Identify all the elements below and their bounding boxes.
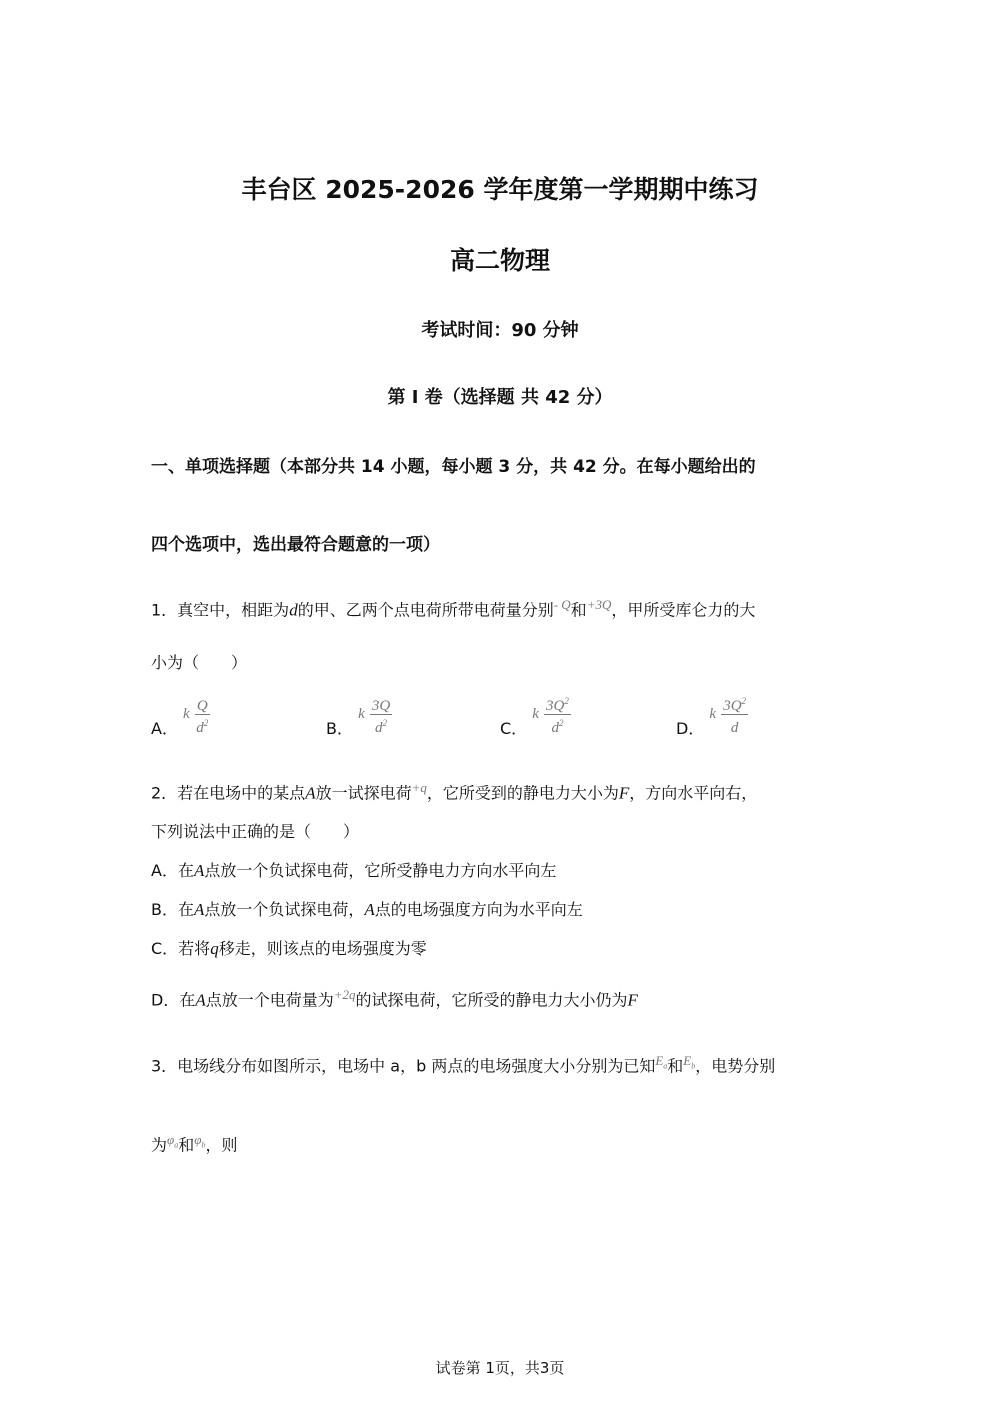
question-1-line1: 1．真空中，相距为d的甲、乙两个点电荷所带电荷量分别$^{- Q}$和$^{+3Q}$，甲所受库仑力的大 xyxy=(151,597,756,620)
q2-option-c[interactable]: C．若将q移走，则该点的电场强度为零 xyxy=(151,939,427,958)
question-3-line2: 为$^{\varphi_a}$和$^{\varphi_b}$，则 xyxy=(151,1132,238,1155)
q1-option-c-fraction: $\frac{3Q^2}{d^2}$ xyxy=(544,693,571,736)
q1-option-a[interactable]: A． k $\frac{Q}{d^2}$ xyxy=(151,690,210,739)
q2-option-a[interactable]: A．在A点放一个负试探电荷，它所受静电力方向水平向左 xyxy=(151,861,557,880)
question-3-line1: 3．电场线分布如图所示，电场中 a，b 两点的电场强度大小分别为已知$^{E_a}$和$^{E_b}$，电势分别 xyxy=(151,1053,776,1076)
volume-title: 第 I 卷（选择题 共 42 分） xyxy=(387,387,613,408)
section-heading-line1: 一、单项选择题（本部分共 14 小题，每小题 3 分，共 42 分。在每小题给出的 xyxy=(151,457,756,477)
subject-title: 高二物理 xyxy=(449,246,550,275)
question-2-line1: 2．若在电场中的某点A放一试探电荷$^{+q}$，它所受到的静电力大小为F，方向水平向右， xyxy=(151,780,758,803)
q1-option-c[interactable]: C． k $\frac{3Q^2}{d^2}$ xyxy=(500,690,571,739)
potential-b: φb xyxy=(194,1132,206,1150)
exam-time: 考试时间：90 分钟 xyxy=(421,320,579,341)
page-footer: 试卷第 1页，共3页 xyxy=(435,1359,565,1377)
field-strength-a: Ea xyxy=(655,1053,668,1071)
q1-option-b-fraction: $\frac{3Q}{d^2}$ xyxy=(370,693,392,736)
section-heading-line2: 四个选项中，选出最符合题意的一项） xyxy=(151,535,440,555)
potential-a: φa xyxy=(167,1132,179,1150)
page-title: 丰台区 2025-2026 学年度第一学期期中练习 xyxy=(241,175,759,204)
q1-option-d-fraction: $\frac{3Q^2}{d}$ xyxy=(721,693,748,736)
question-2-line2: 下列说法中正确的是（ ） xyxy=(151,822,360,841)
q1-option-b[interactable]: B． k $\frac{3Q}{d^2}$ xyxy=(326,690,392,739)
question-1-line2: 小为（ ） xyxy=(151,653,248,672)
field-strength-b: Eb xyxy=(683,1053,696,1071)
q1-option-d[interactable]: D． k $\frac{3Q^2}{d}$ xyxy=(676,690,748,739)
q2-option-d[interactable]: D．在A点放一个电荷量为$^{+2q}$的试探电荷，它所受的静电力大小仍为F xyxy=(151,987,638,1010)
q1-option-a-fraction: $\frac{Q}{d^2}$ xyxy=(195,693,210,736)
q2-option-b[interactable]: B．在A点放一个负试探电荷，A点的电场强度方向为水平向左 xyxy=(151,900,583,919)
